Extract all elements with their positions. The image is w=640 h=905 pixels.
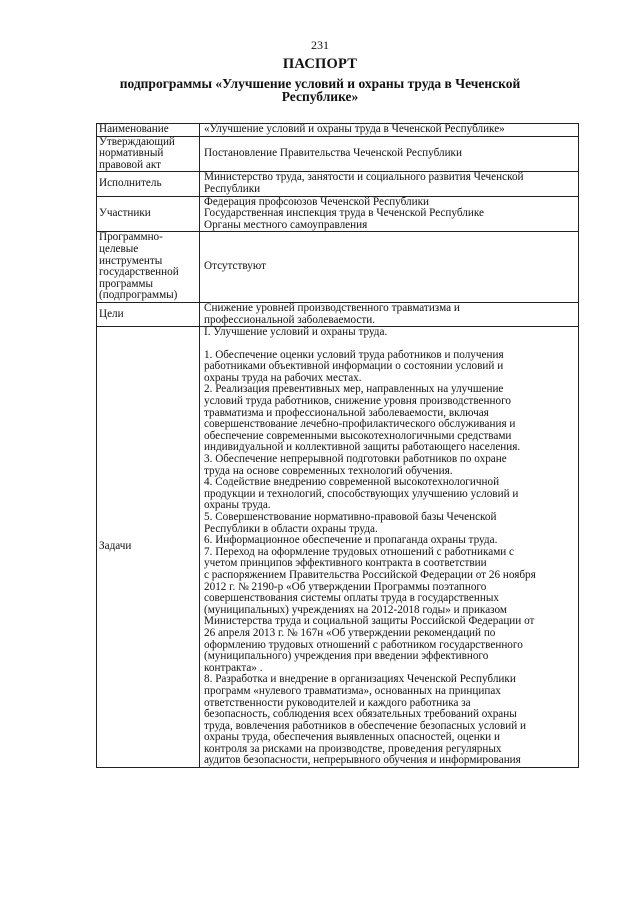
row-value-line: труда, вовлечения работников в обеспечение безопасных условий и xyxy=(204,719,527,732)
row-value-line: 7. Переход на оформление трудовых отношений с работниками с xyxy=(204,545,515,558)
row-label-cell xyxy=(97,124,200,137)
document-title: ПАСПОРТ xyxy=(282,56,358,72)
row-value-line: Постановление Правительства Чеченской Республики xyxy=(204,147,462,160)
row-value-line: совершенствование лечебно-профилактического обслуживания и xyxy=(204,418,516,431)
row-value-line: Снижение уровней производственного травматизма и xyxy=(204,301,460,314)
table-row-program-tools xyxy=(97,232,579,303)
row-label-line: Участники xyxy=(99,207,151,220)
row-label-line: государственной xyxy=(99,266,179,279)
row-value-cell xyxy=(200,232,579,303)
row-value-cell xyxy=(200,172,579,196)
row-value-line: I. Улучшение условий и охраны труда. xyxy=(204,326,388,339)
row-label-cell xyxy=(97,196,200,232)
row-label-line: Наименование xyxy=(99,123,169,135)
row-value-line: программ «нулевого травматизма», основанных на принципах xyxy=(204,684,501,697)
row-label-line: правовой акт xyxy=(99,158,162,171)
row-value-line: охраны труда, обеспечения выявленных опасностей, оценки и xyxy=(204,731,500,744)
row-value-line: Республики xyxy=(204,182,261,195)
row-label-line: инструменты xyxy=(99,254,163,267)
row-value-line: контроля за рисками на производстве, проведения регулярных xyxy=(204,742,502,755)
row-label-line: Задачи xyxy=(99,540,132,553)
row-value-cell xyxy=(200,196,579,232)
row-value-line: охраны труда на рабочих местах. xyxy=(204,371,362,384)
passport-table-body xyxy=(97,124,579,768)
row-label-line: (подпрограммы) xyxy=(99,289,178,302)
row-value-line: охраны труда. xyxy=(204,499,271,512)
row-value-line: труда на основе современных технологий обучения. xyxy=(204,464,453,477)
row-value-line: контракта» . xyxy=(204,661,263,674)
row-value-line: 2. Реализация превентивных мер, направленных на улучшение xyxy=(204,383,504,396)
row-value-line: аудитов безопасности, непрерывного обучения и информирования xyxy=(204,754,521,767)
row-value-line: безопасность, соблюдения всех обязательных требований охраны xyxy=(204,708,517,721)
row-value-line: учетом принципов эффективного контракта в соответствии xyxy=(204,557,487,570)
table-row-participants xyxy=(97,196,579,232)
passport-table xyxy=(96,123,579,768)
row-value-line: Министерство труда, занятости и социального развития Чеченской xyxy=(204,171,524,184)
row-value-line: совершенствования системы оплаты труда в государственных xyxy=(204,592,499,605)
row-value-line: Республики в области охраны труда. xyxy=(204,522,378,535)
row-value-cell xyxy=(200,327,579,768)
row-value-line: Государственная инспекция труда в Чеченской Республике xyxy=(204,207,484,220)
row-label-line: целевые xyxy=(99,242,139,255)
row-value-line: Федерация профсоюзов Чеченской Республики xyxy=(204,195,430,208)
row-label-line: Исполнитель xyxy=(99,177,162,190)
row-label-line: Программно- xyxy=(99,231,163,244)
table-row-name xyxy=(97,124,579,137)
row-value-line: 26 апреля 2013 г. № 167н «Об утверждении рекомендаций по xyxy=(204,626,496,639)
row-value-line: условий труда работников, снижение уровня производственного xyxy=(204,395,511,408)
row-label-cell xyxy=(97,172,200,196)
row-value-line: (муниципальных) учреждениях на 2012-2018 годы» и приказом xyxy=(204,603,507,616)
row-value-line: 8. Разработка и внедрение в организациях Чеченской Республики xyxy=(204,673,516,686)
subtitle-line: Республике» xyxy=(281,89,359,104)
table-row-approving-act xyxy=(97,136,579,172)
row-value-line: Отсутствуют xyxy=(204,260,266,273)
row-value-line: Органы местного самоуправления xyxy=(204,218,368,231)
page-number: 231 xyxy=(311,38,329,52)
row-value-line: продукции и технологий, способствующих улучшению условий и xyxy=(204,487,519,500)
row-value-line: профессиональной заболеваемости. xyxy=(204,313,376,326)
row-value-line: с распоряжением Правительства Российской Федерации от 26 ноября xyxy=(204,568,536,581)
row-value-line: обеспечение современными высокотехнологичными средствами xyxy=(204,429,512,442)
row-value-line: ответственности руководителей и каждого работника за xyxy=(204,696,471,709)
subtitle-line: подпрограммы «Улучшение условий и охраны труда в Чеченской xyxy=(119,76,521,91)
row-value-line: «Улучшение условий и охраны труда в Чеченской Республике» xyxy=(204,123,505,135)
row-value-line: 4. Содействие внедрению современной высокотехнологичной xyxy=(204,476,500,489)
row-value-line: (муниципального) учреждения при введении эффективного xyxy=(204,650,489,663)
row-value-cell xyxy=(200,124,579,137)
row-value-line: оформлению трудовых отношений с работником государственного xyxy=(204,638,523,651)
table-row-tasks xyxy=(97,327,579,768)
row-value-line: 1. Обеспечение оценки условий труда работников и получения xyxy=(204,348,504,361)
table-row-goals xyxy=(97,302,579,326)
row-label-line: Цели xyxy=(99,307,124,320)
row-value-line: травматизма и профессиональной заболеваемости, включая xyxy=(204,406,489,419)
row-value-line: Министерства труда и социальной защиты Российской Федерации от xyxy=(204,615,535,628)
row-value-line: работниками объективной информации о состоянии условий и xyxy=(204,360,504,373)
row-value-line: 5. Совершенствование нормативно-правовой базы Чеченской xyxy=(204,511,497,523)
row-label-line: Утверждающий xyxy=(99,135,175,148)
table-row-executor xyxy=(97,172,579,196)
document-subtitle xyxy=(100,77,540,103)
row-value-line: 3. Обеспечение непрерывной подготовки работников по охране xyxy=(204,453,507,466)
row-label-cell xyxy=(97,232,200,303)
row-value-line: индивидуальной и коллективной защиты работающего населения. xyxy=(204,441,521,454)
row-value-cell xyxy=(200,136,579,172)
row-label-line: программы xyxy=(99,277,153,290)
row-label-cell xyxy=(97,327,200,768)
row-label-cell xyxy=(97,302,200,326)
row-label-line: нормативный xyxy=(99,147,164,160)
row-value-line: 6. Информационное обеспечение и пропаганда охраны труда. xyxy=(204,534,498,547)
row-value-line: 2012 г. № 2190-р «Об утверждении Программы поэтапного xyxy=(204,580,487,593)
row-value-cell xyxy=(200,302,579,326)
row-label-cell xyxy=(97,136,200,172)
